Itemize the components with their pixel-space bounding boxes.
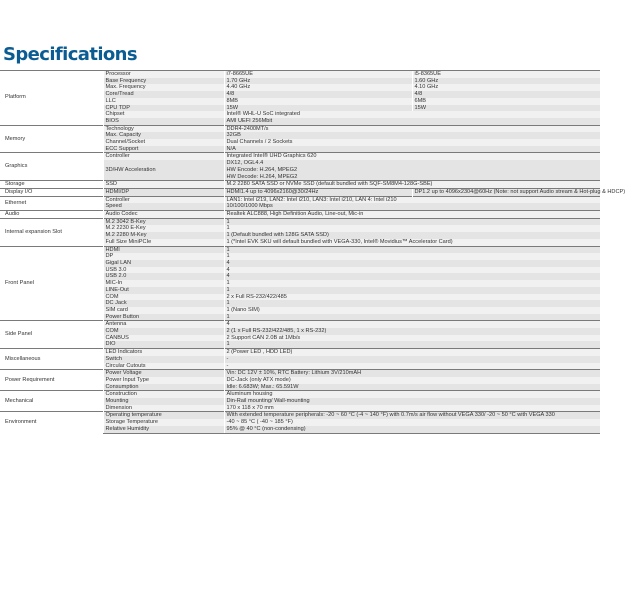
spec-label: Construction bbox=[103, 391, 224, 398]
spec-category: Platform bbox=[0, 71, 103, 126]
spec-label: Technology bbox=[103, 125, 224, 132]
spec-value: AMI UEFI 256Mbit bbox=[224, 118, 600, 125]
spec-value-line: DX12, OGL4.4 bbox=[226, 160, 264, 167]
spec-label: DIO bbox=[103, 341, 224, 348]
spec-category: Internal expansion Slot bbox=[0, 218, 103, 246]
spec-category: Environment bbox=[0, 412, 103, 433]
spec-value: 1 bbox=[224, 225, 600, 232]
spec-label: Antenna bbox=[103, 321, 224, 328]
spec-value: 1 bbox=[224, 314, 600, 321]
spec-label: Power Voltage bbox=[103, 370, 224, 377]
spec-label: Controller bbox=[103, 196, 224, 203]
specifications-table-body bbox=[0, 71, 625, 434]
spec-label: DP bbox=[103, 253, 224, 260]
spec-label: LLC bbox=[103, 98, 224, 105]
spec-label: COM bbox=[103, 328, 224, 335]
spec-value: Aluminum housing bbox=[224, 391, 600, 398]
spec-category: Power Requirement bbox=[0, 370, 103, 391]
spec-value: 1.60 GHz bbox=[412, 78, 600, 85]
spec-value: DP1.2 up to 4096x2304@60Hz (Note: not support Audio stream & Hot-plug & HDCP) bbox=[412, 188, 600, 196]
spec-value: 1 bbox=[224, 218, 600, 225]
page-title: Specifications bbox=[3, 44, 137, 65]
spec-label: Operating temperature bbox=[103, 412, 224, 419]
spec-value: 1 (Nano SIM) bbox=[224, 307, 600, 314]
spec-label: 3D/HW Acceleration bbox=[103, 160, 224, 181]
spec-category: Front Panel bbox=[0, 246, 103, 321]
spec-label: USB 2.0 bbox=[103, 273, 224, 280]
spec-label: SSD bbox=[103, 181, 224, 189]
spec-value: 2 (Power LED , HDD LED) bbox=[224, 349, 600, 356]
spec-label: ECC Support bbox=[103, 146, 224, 153]
spec-value: 32GB bbox=[224, 132, 600, 139]
spec-value: - bbox=[224, 363, 600, 370]
spec-category: Audio bbox=[0, 211, 103, 219]
spec-value: DC-Jack (only ATX mode) bbox=[224, 377, 600, 384]
spec-value: 1 (*Intel EVK SKU will default bundled with VEGA-330, Intel® Movidius™ Accelerator Card) bbox=[224, 239, 600, 246]
spec-label: Chipset bbox=[103, 111, 224, 118]
spec-row bbox=[0, 370, 600, 377]
spec-value: Din-Rail mounting/ Wall-mounting bbox=[224, 398, 600, 405]
spec-label: Relative Humidity bbox=[103, 426, 224, 433]
spec-label: Full Size MiniPCIe bbox=[103, 239, 224, 246]
spec-value: With extended temperature peripherals: -20 ~ 60 °C (-4 ~ 140 °F) with 0.7m/s air flow without VEGA 330/ -20 ~ 50 °C with VEGA 330 bbox=[224, 412, 600, 419]
spec-label: Circular Cutouts bbox=[103, 363, 224, 370]
spec-label: CPU TDP bbox=[103, 105, 224, 112]
spec-value: Intel® WHL-U SoC integrated bbox=[224, 111, 600, 118]
spec-value: 1 bbox=[224, 246, 600, 253]
spec-label: Gigal LAN bbox=[103, 260, 224, 267]
spec-value: 1 (Default bundled with 128G SATA SSD) bbox=[224, 232, 600, 239]
spec-label: HDMI/DP bbox=[103, 188, 224, 196]
spec-label: COM bbox=[103, 294, 224, 301]
spec-label: Controller bbox=[103, 153, 224, 160]
spec-value: Realtek ALC888, High Definition Audio, Line-out, Mic-in bbox=[224, 211, 600, 219]
spec-row bbox=[0, 153, 600, 160]
spec-value: Idle: 6.683W; Max.: 65.591W bbox=[224, 384, 600, 391]
spec-category: Storage bbox=[0, 181, 103, 189]
spec-label: Consumption bbox=[103, 384, 224, 391]
spec-category: Mechanical bbox=[0, 391, 103, 412]
spec-label: SIM card bbox=[103, 307, 224, 314]
spec-label: Max. Capacity bbox=[103, 132, 224, 139]
spec-value: -40 ~ 85 °C ( -40 ~ 185 °F) bbox=[224, 419, 600, 426]
spec-value: 1 bbox=[224, 280, 600, 287]
spec-label: MIC-In bbox=[103, 280, 224, 287]
spec-value-line: HW Encode: H.264, MPEG2 bbox=[226, 166, 298, 173]
spec-value: HDMI1.4 up to 4096x2160@30/24Hz bbox=[224, 188, 412, 196]
spec-value: 1.70 GHz bbox=[224, 78, 412, 85]
spec-label: Power Input Type bbox=[103, 377, 224, 384]
spec-label: LED Indicators bbox=[103, 349, 224, 356]
spec-category: Memory bbox=[0, 125, 103, 153]
spec-value: N/A bbox=[224, 146, 600, 153]
spec-value: 2 Support CAN 2.0B at 1Mb/s bbox=[224, 335, 600, 342]
spec-category: Miscellaneous bbox=[0, 349, 103, 370]
spec-value: 4.10 GHz bbox=[412, 84, 600, 91]
spec-value: 10/100/1000 Mbps bbox=[224, 203, 600, 210]
spec-row bbox=[0, 71, 600, 78]
spec-category: Display I/O bbox=[0, 188, 103, 196]
spec-value: 15W bbox=[412, 105, 600, 112]
spec-category: Ethernet bbox=[0, 196, 103, 210]
spec-label: BIOS bbox=[103, 118, 224, 125]
spec-value: 1 bbox=[224, 253, 600, 260]
spec-label: USB 3.0 bbox=[103, 267, 224, 274]
spec-row bbox=[0, 349, 600, 356]
spec-row bbox=[0, 125, 600, 132]
spec-value: 4 bbox=[224, 267, 600, 274]
spec-value: 8MB bbox=[224, 98, 412, 105]
spec-label: Switch bbox=[103, 356, 224, 363]
spec-row bbox=[0, 218, 600, 225]
spec-row bbox=[0, 391, 600, 398]
spec-value: 15W bbox=[224, 105, 412, 112]
spec-label: Speed bbox=[103, 203, 224, 210]
spec-value-line: HW Decode: H.264, MPEG2 bbox=[226, 173, 298, 180]
spec-value: 4 bbox=[224, 321, 600, 328]
spec-value: Vin: DC 12V ± 10%, RTC Battery: Lithium 3V/210mAH bbox=[224, 370, 600, 377]
spec-value: 6MB bbox=[412, 98, 600, 105]
spec-category: Graphics bbox=[0, 153, 103, 181]
spec-value: 1 bbox=[224, 300, 600, 307]
spec-row bbox=[0, 321, 600, 328]
spec-value bbox=[224, 160, 600, 181]
spec-label: Processor bbox=[103, 71, 224, 78]
spec-value: 4 bbox=[224, 273, 600, 280]
spec-label: M.2 3042 B-Key bbox=[103, 218, 224, 225]
spec-category: Side Panel bbox=[0, 321, 103, 349]
spec-value: Dual Channels / 2 Sockets bbox=[224, 139, 600, 146]
spec-value: i5-8365UE bbox=[412, 71, 600, 78]
spec-row bbox=[0, 211, 600, 219]
spec-row bbox=[0, 196, 600, 203]
spec-value: 170 x 118 x 70 mm bbox=[224, 405, 600, 412]
spec-value: 4/8 bbox=[224, 91, 412, 98]
spec-row bbox=[0, 188, 600, 196]
spec-label: Base Frequency bbox=[103, 78, 224, 85]
spec-label: DC Jack bbox=[103, 300, 224, 307]
spec-value: 2 (1 x Full RS-232/422/485, 1 x RS-232) bbox=[224, 328, 600, 335]
spec-label: M.2 2230 E-Key bbox=[103, 225, 224, 232]
spec-label: Core/Tread bbox=[103, 91, 224, 98]
spec-value: 1 bbox=[224, 287, 600, 294]
spec-value: LAN1: Intel i219, LAN2: Intel i210, LAN3: Intel i210, LAN 4: Intel i210 bbox=[224, 196, 600, 203]
spec-label: Dimension bbox=[103, 405, 224, 412]
specifications-table bbox=[0, 70, 625, 434]
spec-value: i7-8665UE bbox=[224, 71, 412, 78]
spec-label: LINE-Out bbox=[103, 287, 224, 294]
spec-value: M.2 2280 SATA SSD or NVMe SSD (default bundled with SQF-SM8M4-128G-SBE) bbox=[224, 181, 600, 189]
spec-label: Max. Frequency bbox=[103, 84, 224, 91]
spec-row bbox=[0, 412, 600, 419]
spec-row bbox=[0, 181, 600, 189]
spec-label: Channel/Socket bbox=[103, 139, 224, 146]
spec-value: 95% @ 40 °C (non-condensing) bbox=[224, 426, 600, 433]
spec-value: 4.40 GHz bbox=[224, 84, 412, 91]
spec-value: 4 bbox=[224, 260, 600, 267]
spec-value: 1 bbox=[224, 341, 600, 348]
spec-value: DDR4-2400MT/s bbox=[224, 125, 600, 132]
spec-value: 4/8 bbox=[412, 91, 600, 98]
spec-value: Integrated Intel® UHD Graphics 620 bbox=[224, 153, 600, 160]
spec-label: CANBUS bbox=[103, 335, 224, 342]
spec-label: HDMI bbox=[103, 246, 224, 253]
spec-value: - bbox=[224, 356, 600, 363]
spec-label: Storage Temperature bbox=[103, 419, 224, 426]
spec-label: Power Button bbox=[103, 314, 224, 321]
spec-label: Audio Codec bbox=[103, 211, 224, 219]
spec-label: Mounting bbox=[103, 398, 224, 405]
spec-row bbox=[0, 246, 600, 253]
spec-label: M.2 2280 M-Key bbox=[103, 232, 224, 239]
spec-value: 2 x Full RS-232/422/485 bbox=[224, 294, 600, 301]
